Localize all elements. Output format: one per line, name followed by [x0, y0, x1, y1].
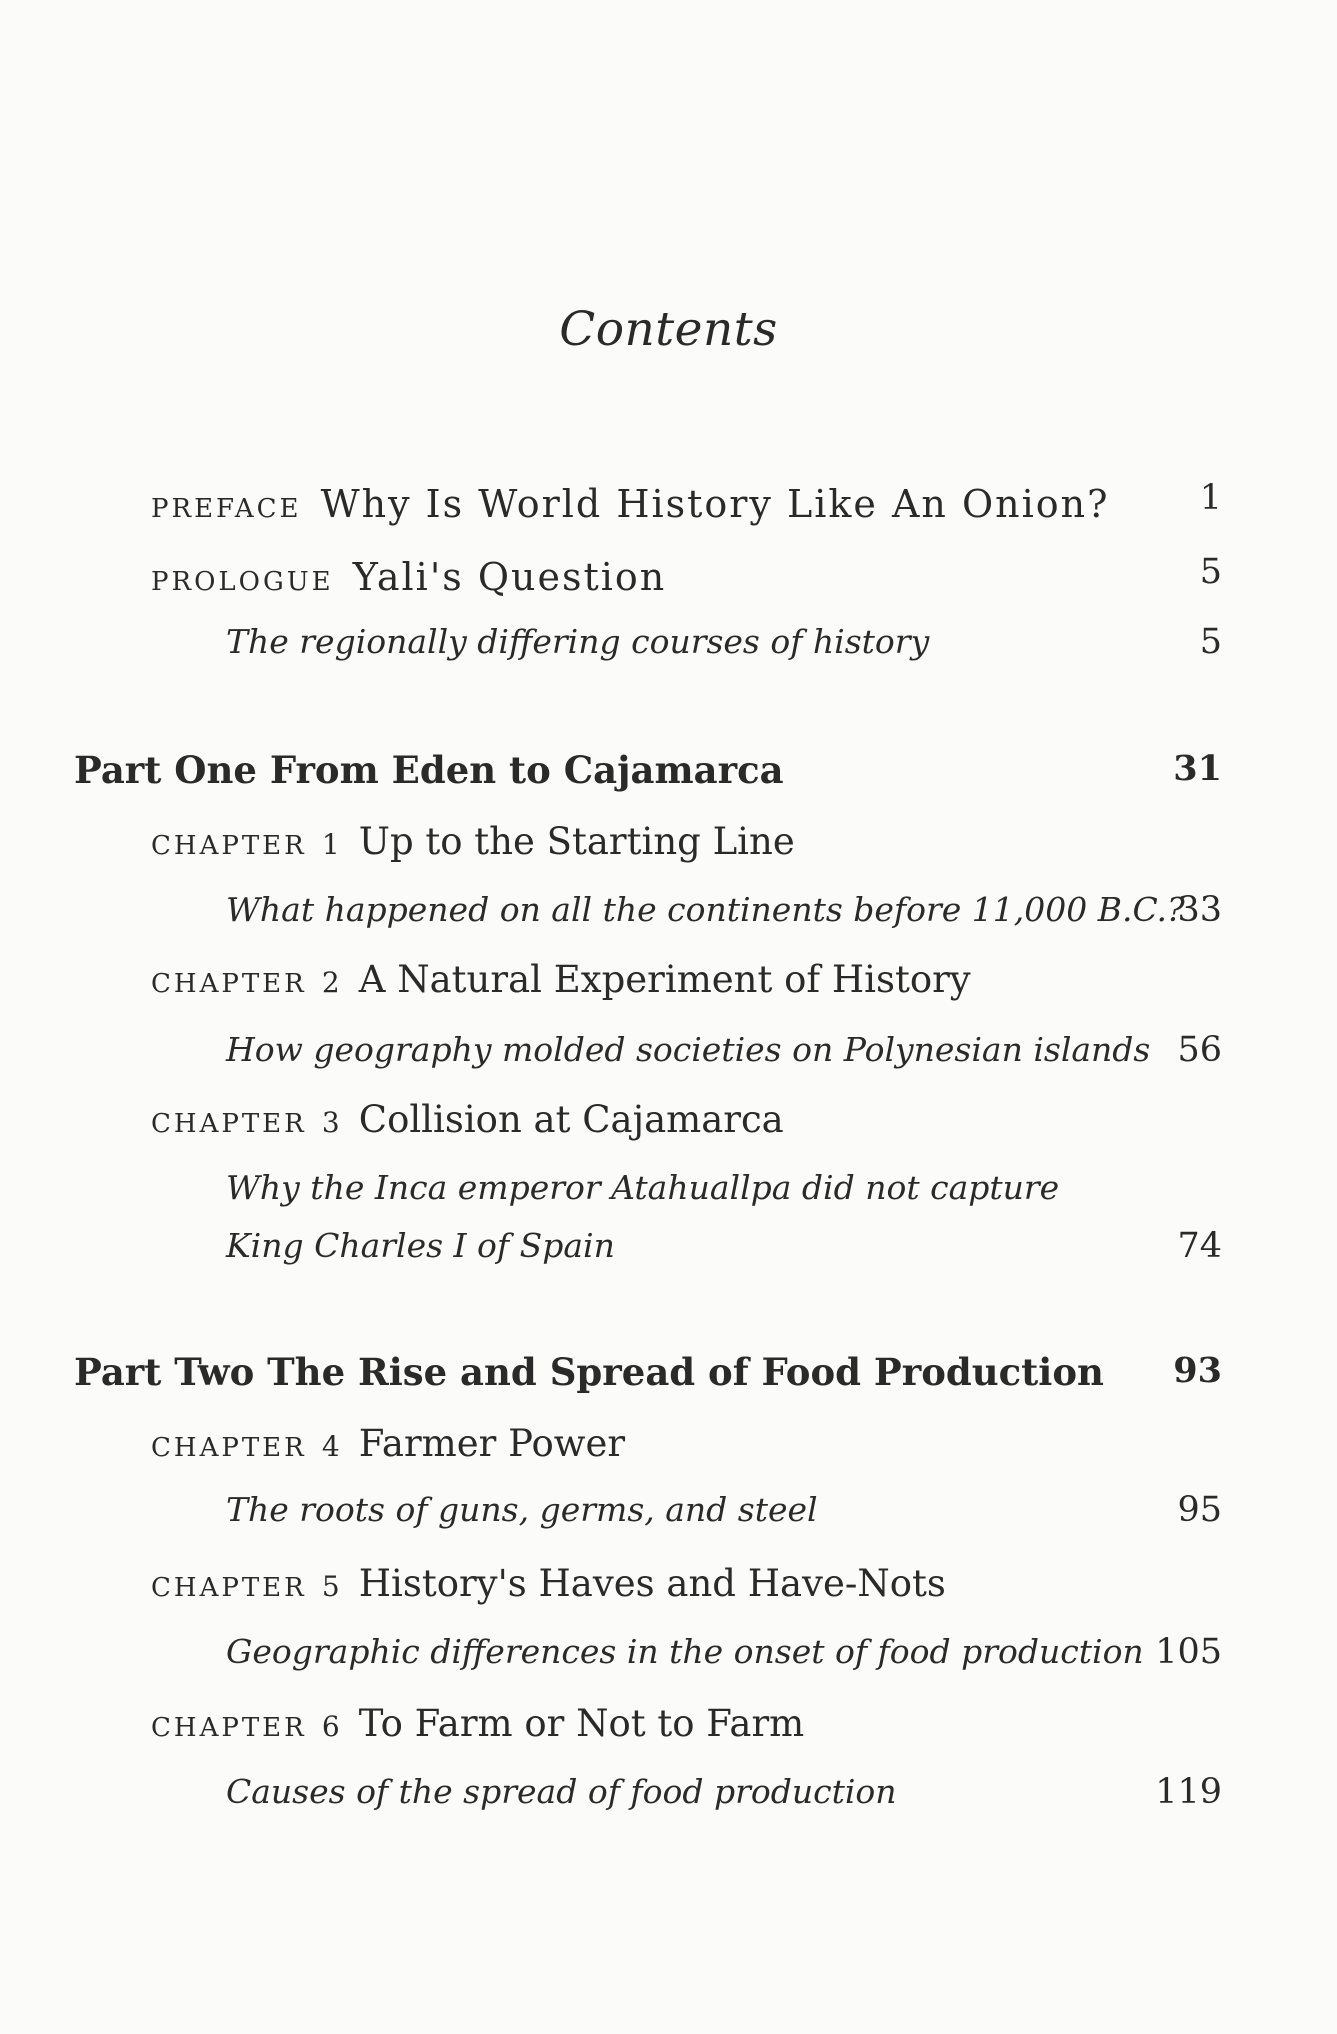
page-number: 93 — [1173, 1350, 1222, 1391]
toc-entry-chapter-5[interactable] — [151, 1562, 946, 1605]
chapter-subtitle-line-2[interactable]: King Charles I of Spain — [226, 1226, 615, 1265]
chapter-subtitle[interactable]: Causes of the spread of food production — [226, 1772, 897, 1811]
page-number: 31 — [1173, 748, 1222, 789]
part-heading[interactable]: Part Two The Rise and Spread of Food Production — [74, 1350, 1104, 1394]
entry-label: PREFACE — [151, 494, 302, 524]
entry-subtitle[interactable]: The regionally differing courses of history — [226, 622, 930, 661]
chapter-subtitle-line-1[interactable]: Why the Inca emperor Atahuallpa did not capture — [226, 1168, 1060, 1207]
page-number: 1 — [1199, 478, 1222, 518]
chapter-number: 3 — [321, 1106, 340, 1139]
toc-entry-preface[interactable] — [151, 482, 1109, 526]
page-number: 119 — [1155, 1772, 1222, 1812]
chapter-label: CHAPTER — [151, 969, 307, 999]
page-number: 5 — [1199, 552, 1222, 592]
chapter-number: 5 — [321, 1570, 340, 1603]
chapter-subtitle[interactable]: Geographic differences in the onset of food production — [226, 1632, 1144, 1671]
page-number: 74 — [1177, 1226, 1222, 1266]
page-title: Contents — [559, 302, 778, 357]
toc-entry-chapter-1[interactable] — [151, 820, 795, 863]
page-number: 95 — [1177, 1490, 1222, 1530]
chapter-label: CHAPTER — [151, 1109, 307, 1139]
part-heading[interactable]: Part One From Eden to Cajamarca — [74, 748, 784, 792]
chapter-label: CHAPTER — [151, 1433, 307, 1463]
chapter-title: History's Haves and Have-Nots — [358, 1562, 946, 1605]
chapter-number: 2 — [321, 966, 340, 999]
entry-title: Yali's Question — [352, 555, 667, 599]
page-number: 33 — [1177, 890, 1222, 930]
chapter-title: A Natural Experiment of History — [358, 958, 971, 1001]
chapter-title: Up to the Starting Line — [358, 820, 795, 863]
entry-title: Why Is World History Like An Onion? — [320, 482, 1110, 526]
chapter-subtitle[interactable]: The roots of guns, germs, and steel — [226, 1490, 818, 1529]
chapter-label: CHAPTER — [151, 831, 307, 861]
toc-entry-prologue[interactable] — [151, 555, 666, 599]
chapter-label: CHAPTER — [151, 1573, 307, 1603]
chapter-number: 6 — [321, 1710, 340, 1743]
chapter-subtitle[interactable]: How geography molded societies on Polynesian islands — [226, 1030, 1151, 1069]
toc-entry-chapter-4[interactable] — [151, 1422, 625, 1465]
chapter-title: Farmer Power — [358, 1422, 626, 1465]
chapter-number: 4 — [321, 1430, 340, 1463]
page-number: 56 — [1177, 1030, 1222, 1070]
page-number: 105 — [1155, 1632, 1222, 1672]
chapter-label: CHAPTER — [151, 1713, 307, 1743]
chapter-number: 1 — [321, 828, 340, 861]
toc-entry-chapter-3[interactable] — [151, 1098, 784, 1141]
entry-label: PROLOGUE — [151, 567, 334, 597]
chapter-title: To Farm or Not to Farm — [358, 1702, 805, 1745]
chapter-subtitle[interactable]: What happened on all the continents before 11,000 B.C.? — [226, 890, 1185, 929]
page-number: 5 — [1199, 622, 1222, 662]
chapter-title: Collision at Cajamarca — [358, 1098, 784, 1141]
toc-entry-chapter-6[interactable] — [151, 1702, 804, 1745]
toc-entry-chapter-2[interactable] — [151, 958, 971, 1001]
